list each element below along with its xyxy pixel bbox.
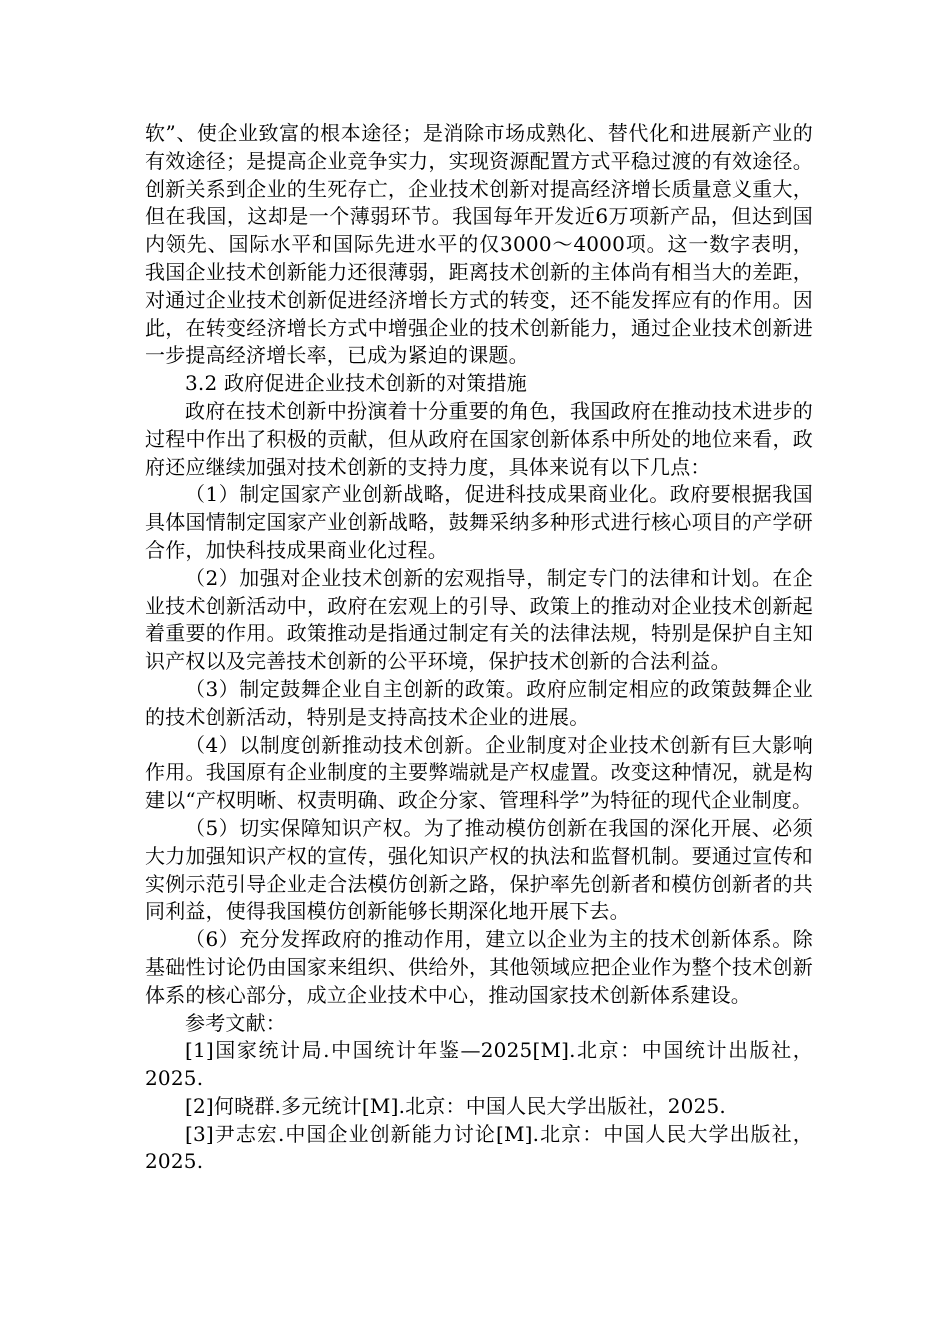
section-heading: 3.2 政府促进企业技术创新的对策措施 [185,371,527,396]
document-body [145,120,813,1176]
references-heading: 参考文献： [185,1010,286,1035]
reference-item-3: [3]尹志宏.中国企业创新能力讨论[M].北京：中国人民大学出版社，2025. [145,1121,813,1174]
section-intro-paragraph: 政府在技术创新中扮演着十分重要的角色，我国政府在推动技术进步的过程中作出了积极的贡献，但从政府在国家创新体系中所处的地位来看，政府还应继续加强对技术创新的支持力度，具体来说有以下几点： [145,398,813,479]
reference-item-2: [2]何晓群.多元统计[M].北京：中国人民大学出版社，2025. [185,1093,726,1118]
measure-item-6: （6）充分发挥政府的推动作用，建立以企业为主的技术创新体系。除基础性讨论仍由国家来组织、供给外，其他领域应把企业作为整个技术创新体系的核心部分，成立企业技术中心，推动国家技术创新体系建设。 [145,927,813,1007]
measure-item-5: （5）切实保障知识产权。为了推动模仿创新在我国的深化开展、必须大力加强知识产权的宣传，强化知识产权的执法和监督机制。要通过宣传和实例示范引导企业走合法模仿创新之路，保护率先创新者和模仿创新者的共同利益，使得我国模仿创新能够长期深化地开展下去。 [145,815,813,924]
measure-item-1: （1）制定国家产业创新战略，促进科技成果商业化。政府要根据我国具体国情制定国家产业创新战略，鼓舞采纳多种形式进行核心项目的产学研合作，加快科技成果商业化过程。 [145,482,813,562]
body-paragraph: 软”、使企业致富的根本途径；是消除市场成熟化、替代化和进展新产业的有效途径；是提高企业竞争实力，实现资源配置方式平稳过渡的有效途径。创新关系到企业的生死存亡，企业技术创新对提高经济增长质量意义重大，但在我国，这却是一个薄弱环节。我国每年开发近6万项新产品，但达到国内领先、国际水平和国际先进水平的仅3000～4000项。这一数字表明，我国企业技术创新能力还很薄弱，距离技术创新的主体尚有相当大的差距，对通过企业技术创新促进经济增长方式的转变，还不能发挥应有的作用。因此，在转变经济增长方式中增强企业的技术创新能力，通过企业技术创新进一步提高经济增长率，已成为紧迫的课题。 [145,121,813,368]
measure-item-2: （2）加强对企业技术创新的宏观指导，制定专门的法律和计划。在企业技术创新活动中，政府在宏观上的引导、政策上的推动对企业技术创新起着重要的作用。政策推动是指通过制定有关的法律法规，特别是保护自主知识产权以及完善技术创新的公平环境，保护技术创新的合法利益。 [145,565,813,674]
reference-item-1: [1]国家统计局.中国统计年鉴—2025[M].北京：中国统计出版社，2025. [145,1038,813,1091]
measure-item-3: （3）制定鼓舞企业自主创新的政策。政府应制定相应的政策鼓舞企业的技术创新活动，特别是支持高技术企业的进展。 [145,676,813,729]
measure-item-4: （4）以制度创新推动技术创新。企业制度对企业技术创新有巨大影响作用。我国原有企业制度的主要弊端就是产权虚置。改变这种情况，就是构建以“产权明晰、权责明确、政企分家、管理科学”为特征的现代企业制度。 [145,732,813,813]
